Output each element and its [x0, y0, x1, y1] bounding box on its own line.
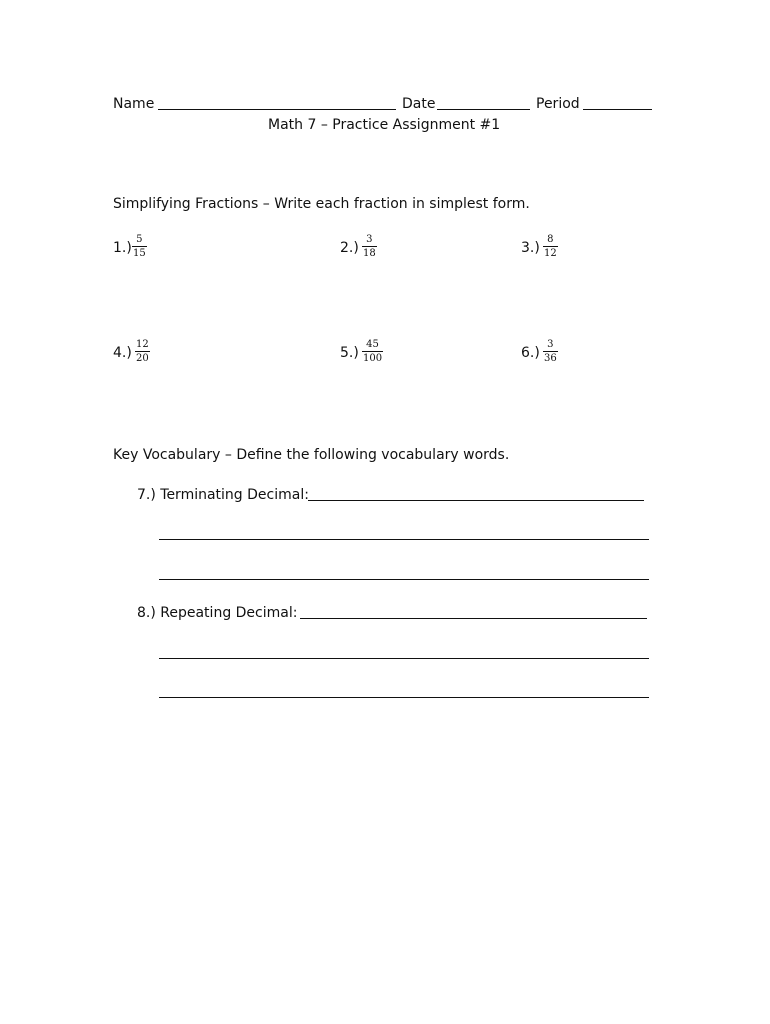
denominator: 20	[136, 353, 149, 364]
fraction	[132, 234, 147, 259]
date-label: Date	[402, 96, 436, 112]
answer-line[interactable]	[159, 697, 649, 698]
numerator: 3	[547, 339, 554, 350]
denominator: 100	[363, 353, 383, 364]
section-heading-fractions: Simplifying Fractions – Write each fraction in simplest form.	[113, 196, 530, 212]
section-heading-vocabulary: Key Vocabulary – Define the following vocabulary words.	[113, 447, 510, 463]
answer-line[interactable]	[300, 618, 647, 619]
numerator: 8	[547, 234, 554, 245]
problem-label: 4.)	[113, 345, 132, 361]
problem-label: 5.)	[340, 345, 359, 361]
denominator: 18	[363, 248, 376, 259]
problem-label: 3.)	[521, 240, 540, 256]
vocab-label-terminating: 7.) Terminating Decimal:	[137, 487, 309, 503]
numerator: 5	[136, 234, 143, 245]
fraction	[362, 234, 377, 259]
answer-line[interactable]	[159, 579, 649, 580]
numerator: 45	[366, 339, 379, 350]
problem-label: 6.)	[521, 345, 540, 361]
answer-line[interactable]	[159, 658, 649, 659]
name-label: Name	[113, 96, 155, 112]
page-title: Math 7 – Practice Assignment #1	[268, 117, 501, 133]
numerator: 12	[136, 339, 149, 350]
denominator: 15	[133, 248, 146, 259]
denominator: 36	[544, 353, 557, 364]
fraction	[543, 234, 558, 259]
period-blank[interactable]	[583, 109, 652, 110]
date-blank[interactable]	[437, 109, 530, 110]
vocab-label-repeating: 8.) Repeating Decimal:	[137, 605, 298, 621]
fraction	[543, 339, 558, 364]
problem-label: 1.)	[113, 240, 132, 256]
fraction	[362, 339, 383, 364]
answer-line[interactable]	[159, 539, 649, 540]
problem-label: 2.)	[340, 240, 359, 256]
answer-line[interactable]	[308, 500, 644, 501]
denominator: 12	[544, 248, 557, 259]
numerator: 3	[366, 234, 373, 245]
period-label: Period	[536, 96, 580, 112]
name-blank[interactable]	[158, 109, 396, 110]
fraction	[135, 339, 150, 364]
